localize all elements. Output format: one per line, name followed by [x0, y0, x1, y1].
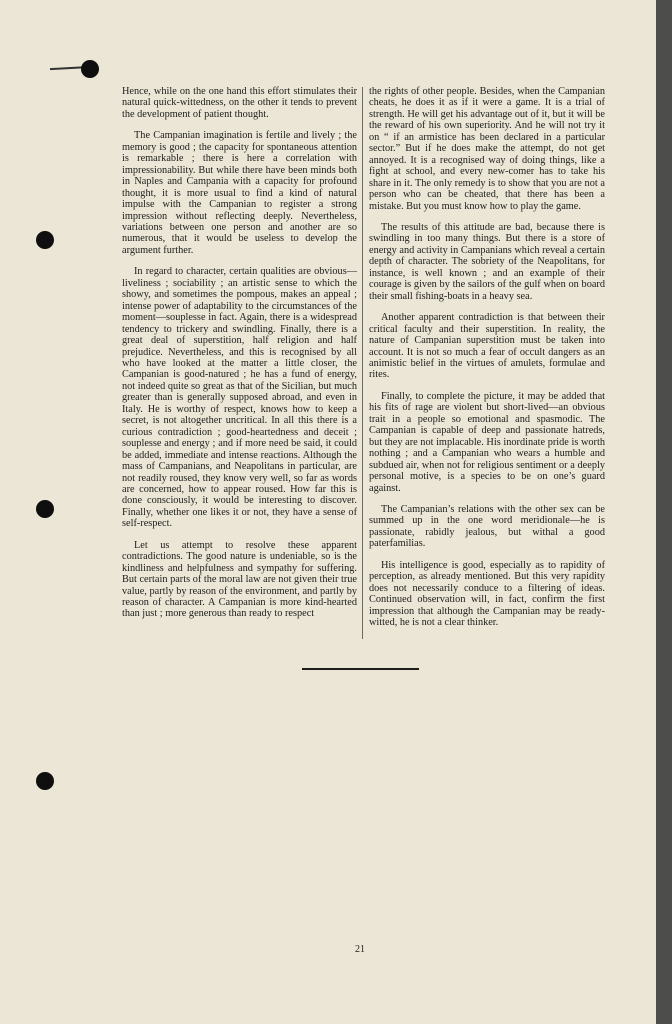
paragraph: In regard to character, certain qualities are obvious—liveliness ; sociability ; an artistic sense to which the showy, and sometimes the pompous, makes an appeal ; intense power of adaptability to the circumstances of the moment—souplesse in fact. Again, there is a widespread tendency to trickery and swindling. Finally, there is a great deal of superstition, half religion and half prejudice. Nevertheless, and this is recognised by all who have looked at the matter a little closer, the Campanian is good-natured ; he has a fund of energy, not indeed quite so great as that of the Sicilian, but much greater than is generally supposed abroad, and even in Italy. He is worthy of respect, knows how to keep a secret, is not altogether uncritical. In all this there is a curious contradiction ; good-heartedness and deceit ; souplesse and energy ; and if more need be said, it could be added, immediate and intense reactions. Although the mass of Campanians, and Neapolitans in particular, are not readily roused, they know very well, so far as words are concerned, how to appear roused. How far this is done consciously, it would be interesting to discover. Finally, whether one likes it or not, they have a sense of self-respect. [122, 266, 357, 530]
column-divider [362, 87, 363, 639]
paragraph: Another apparent contradiction is that between their critical faculty and their superstition. In reality, the nature of Campanian superstition must be taken into account. It is not so much a fear of occult dangers as an animistic belief in the virtues of amulets, formulae and rites. [369, 312, 605, 381]
scan-edge-strip [656, 0, 672, 1024]
paragraph: Finally, to complete the picture, it may be added that his fits of rage are violent but short-lived—an obvious trait in a people so emotional and spasmodic. The Campanian is capable of deep and passionate hatreds, but they are not implacable. His inordinate pride is worth nothing ; and a Campanian who wears a humble and subdued air, when not for religious sentiment or a deeply personal motive, is a species to be on one’s guard against. [369, 390, 605, 494]
paragraph: His intelligence is good, especially as to rapidity of perception, as already mentioned. But this very rapidity does not necessarily conduce to a filtering of ideas. Continued observation will, in fact, confirm the first impression that although the Campanian may be ready-witted, he is not a clear thinker. [369, 559, 605, 629]
paragraph: The results of this attitude are bad, because there is swindling in too many things. But there is a store of energy and activity in Campanians which reveal a certain depth of character. The sobriety of the Neapolitans, for instance, is well known ; and an example of their courage is given by the sailors of the gulf when on board their small fishing-boats in a heavy sea. [369, 221, 605, 302]
paragraph: Let us attempt to resolve these apparent contradictions. The good nature is undeniable, so is the kindliness and helpfulness and sympathy for suffering. But certain parts of the moral law are not given their true value, partly by reason of the environment, and partly by reason of character. A Campanian is more kind-hearted than just ; more generous than ready to respect [122, 539, 357, 620]
paragraph: Hence, while on the one hand this effort stimulates their natural quick-wittedness, on the other it tends to prevent the development of patient thought. [122, 86, 357, 120]
punch-hole-2 [36, 231, 54, 249]
right-column [369, 86, 605, 638]
section-end-rule [302, 668, 419, 670]
punch-hole-4 [36, 772, 54, 790]
paragraph: The Campanian imagination is fertile and lively ; the memory is good ; the capacity for spontaneous attention is remarkable ; there is here a correlation with impressionability. But while there have been minds both in Naples and Campania with a capacity for profound thought, it is more usual to find a kind of natural impulse with the Campanian to register a strong impression without reflecting deeply. Nevertheless, variations between one person and another are so numerous, that it would be useless to develop the argument further. [122, 130, 357, 256]
punch-hole-3 [36, 500, 54, 518]
paragraph: the rights of other people. Besides, when the Campanian cheats, he does it as if it were a game. It is a trial of strength. He will get his advantage out of it, but it will be the reward of his own superiority. And he will not try it on “ if an armistice has been declared in a particular sector.” But if he does make the attempt, do not get annoyed. It is a recognised way of doing things, like a fight at school, and every new-comer has to take his share in it. The only remedy is to show that you are not a person who can be cheated, that there has been a mistake. But you must know how to play the game. [369, 86, 605, 212]
left-column [122, 86, 357, 630]
page-number: 21 [355, 944, 365, 955]
paragraph: The Campanian’s relations with the other sex can be summed up in the one word meridionale—he is passionate, rabidly jealous, but withal a good paterfamilias. [369, 503, 605, 550]
punch-hole-1 [81, 60, 99, 78]
